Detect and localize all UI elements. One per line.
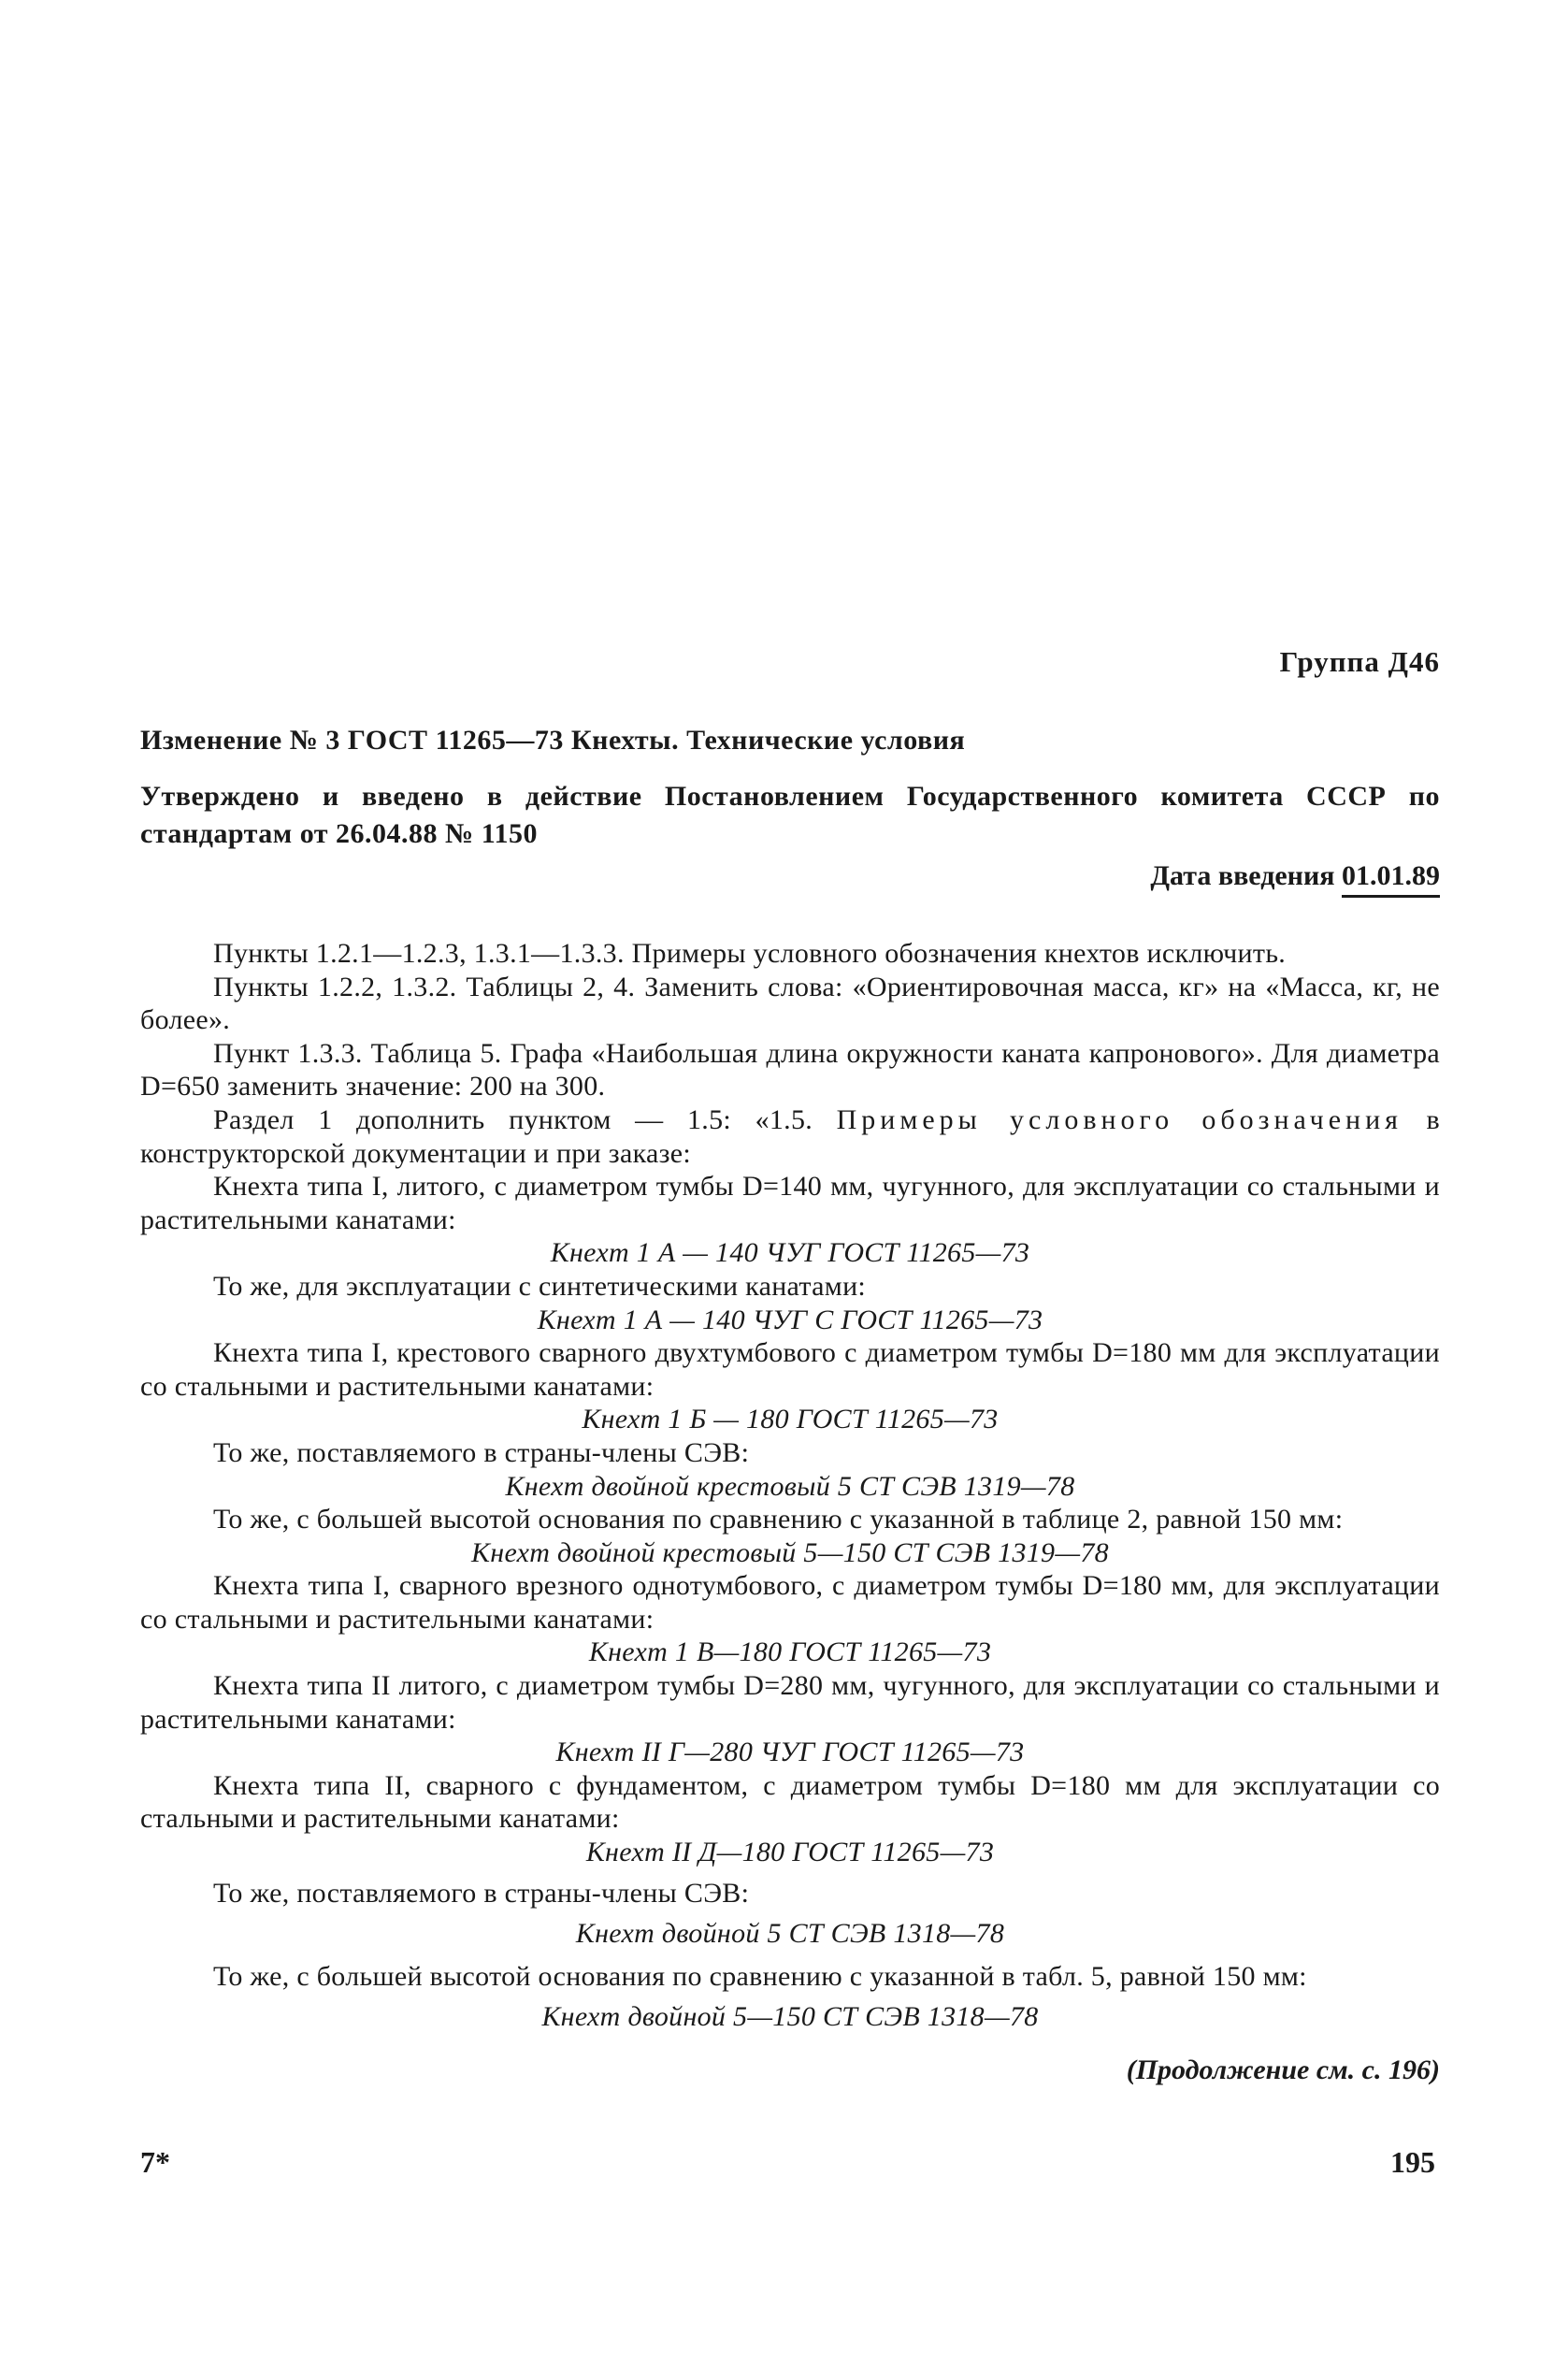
paragraph-table5: Пункт 1.3.3. Таблица 5. Графа «Наибольшая длина окружности каната капронового». Для диаметра D=650 заменить значение: 200 на 300. (140, 1037, 1440, 1103)
group-code: Группа Д46 (1279, 645, 1440, 678)
paragraph-example-9: То же, поставляемого в страны-члены СЭВ: (213, 1877, 750, 1909)
designation-example-2: Кнехт 1 А — 140 ЧУГ С ГОСТ 11265—73 (537, 1304, 1043, 1335)
paragraph-example-5: То же, с большей высотой основания по сравнению с указанной в таблице 2, равной 150 мм: (213, 1504, 1344, 1535)
paragraph-example-8: Кнехта типа II, сварного с фундаментом, с диаметром тумбы D=180 мм для эксплуатации со стальными и растительными канатами: (140, 1769, 1440, 1835)
paragraph-example-1: Кнехта типа I, литого, с диаметром тумбы D=140 мм, чугунного, для эксплуатации со стальными и растительными канатами: (140, 1171, 1440, 1235)
paragraph-example-2: То же, для эксплуатации с синтетическими канатами: (213, 1270, 867, 1302)
designation-example-7: Кнехт II Г—280 ЧУГ ГОСТ 11265—73 (555, 1737, 1025, 1768)
section-add-lead: Раздел 1 дополнить пунктом — 1.5: «1.5. (213, 1103, 813, 1135)
paragraph-replace-words: Пункты 1.2.2, 1.3.2. Таблицы 2, 4. Заменить слова: «Ориентировочная масса, кг» на «Масса, кг, не более». (140, 971, 1440, 1036)
section-add-spaced-term: Примеры условного обозначения (836, 1103, 1403, 1135)
paragraph-example-4: То же, поставляемого в страны-члены СЭВ: (213, 1436, 750, 1468)
designation-example-10: Кнехт двойной 5—150 СТ СЭВ 1318—78 (541, 2001, 1039, 2033)
amendment-title: Изменение № 3 ГОСТ 11265—73 Кнехты. Технические условия (140, 725, 966, 756)
continuation-note: (Продолжение см. с. 196) (1126, 2054, 1440, 2085)
introduction-date-value: 01.01.89 (1342, 860, 1440, 898)
designation-example-9: Кнехт двойной 5 СТ СЭВ 1318—78 (575, 1918, 1005, 1950)
designation-example-1: Кнехт 1 А — 140 ЧУГ ГОСТ 11265—73 (550, 1237, 1030, 1269)
introduction-date (140, 860, 1440, 892)
sheet-signature-mark: 7* (140, 2145, 170, 2179)
designation-example-4: Кнехт двойной крестовый 5 СТ СЭВ 1319—78 (505, 1470, 1075, 1502)
page-number: 195 (1390, 2145, 1435, 2179)
paragraph-points-excluded: Пункты 1.2.1—1.2.3, 1.3.1—1.3.3. Примеры условного обозначения кнехтов исключить. (213, 938, 1287, 969)
paragraph-example-7: Кнехта типа II литого, с диаметром тумбы D=280 мм, чугунного, для эксплуатации со стальными и растительными канатами: (140, 1670, 1440, 1735)
section-add-tail: в конструкторской документации и при заказе: (140, 1103, 1440, 1169)
approval-statement: Утверждено и введено в действие Постановлением Государственного комитета СССР по стандартам от 26.04.88 № 1150 (140, 781, 1440, 849)
designation-example-8: Кнехт II Д—180 ГОСТ 11265—73 (585, 1837, 995, 1868)
paragraph-example-10: То же, с большей высотой основания по сравнению с указанной в табл. 5, равной 150 мм: (213, 1960, 1307, 1992)
paragraph-section-add (140, 1103, 1440, 1170)
designation-example-6: Кнехт 1 В—180 ГОСТ 11265—73 (588, 1636, 992, 1668)
designation-example-5: Кнехт двойной крестовый 5—150 СТ СЭВ 1319—78 (471, 1536, 1109, 1568)
paragraph-example-6: Кнехта типа I, сварного врезного однотумбового, с диаметром тумбы D=180 мм, для эксплуатации со стальными и растительными канатами: (140, 1570, 1440, 1635)
designation-example-3: Кнехт 1 Б — 180 ГОСТ 11265—73 (582, 1404, 999, 1435)
page-content (140, 645, 1440, 2086)
paragraph-example-3: Кнехта типа I, крестового сварного двухтумбового с диаметром тумбы D=180 мм для эксплуатации со стальными и растительными канатами: (140, 1337, 1440, 1402)
introduction-date-label: Дата введения (1150, 860, 1335, 891)
